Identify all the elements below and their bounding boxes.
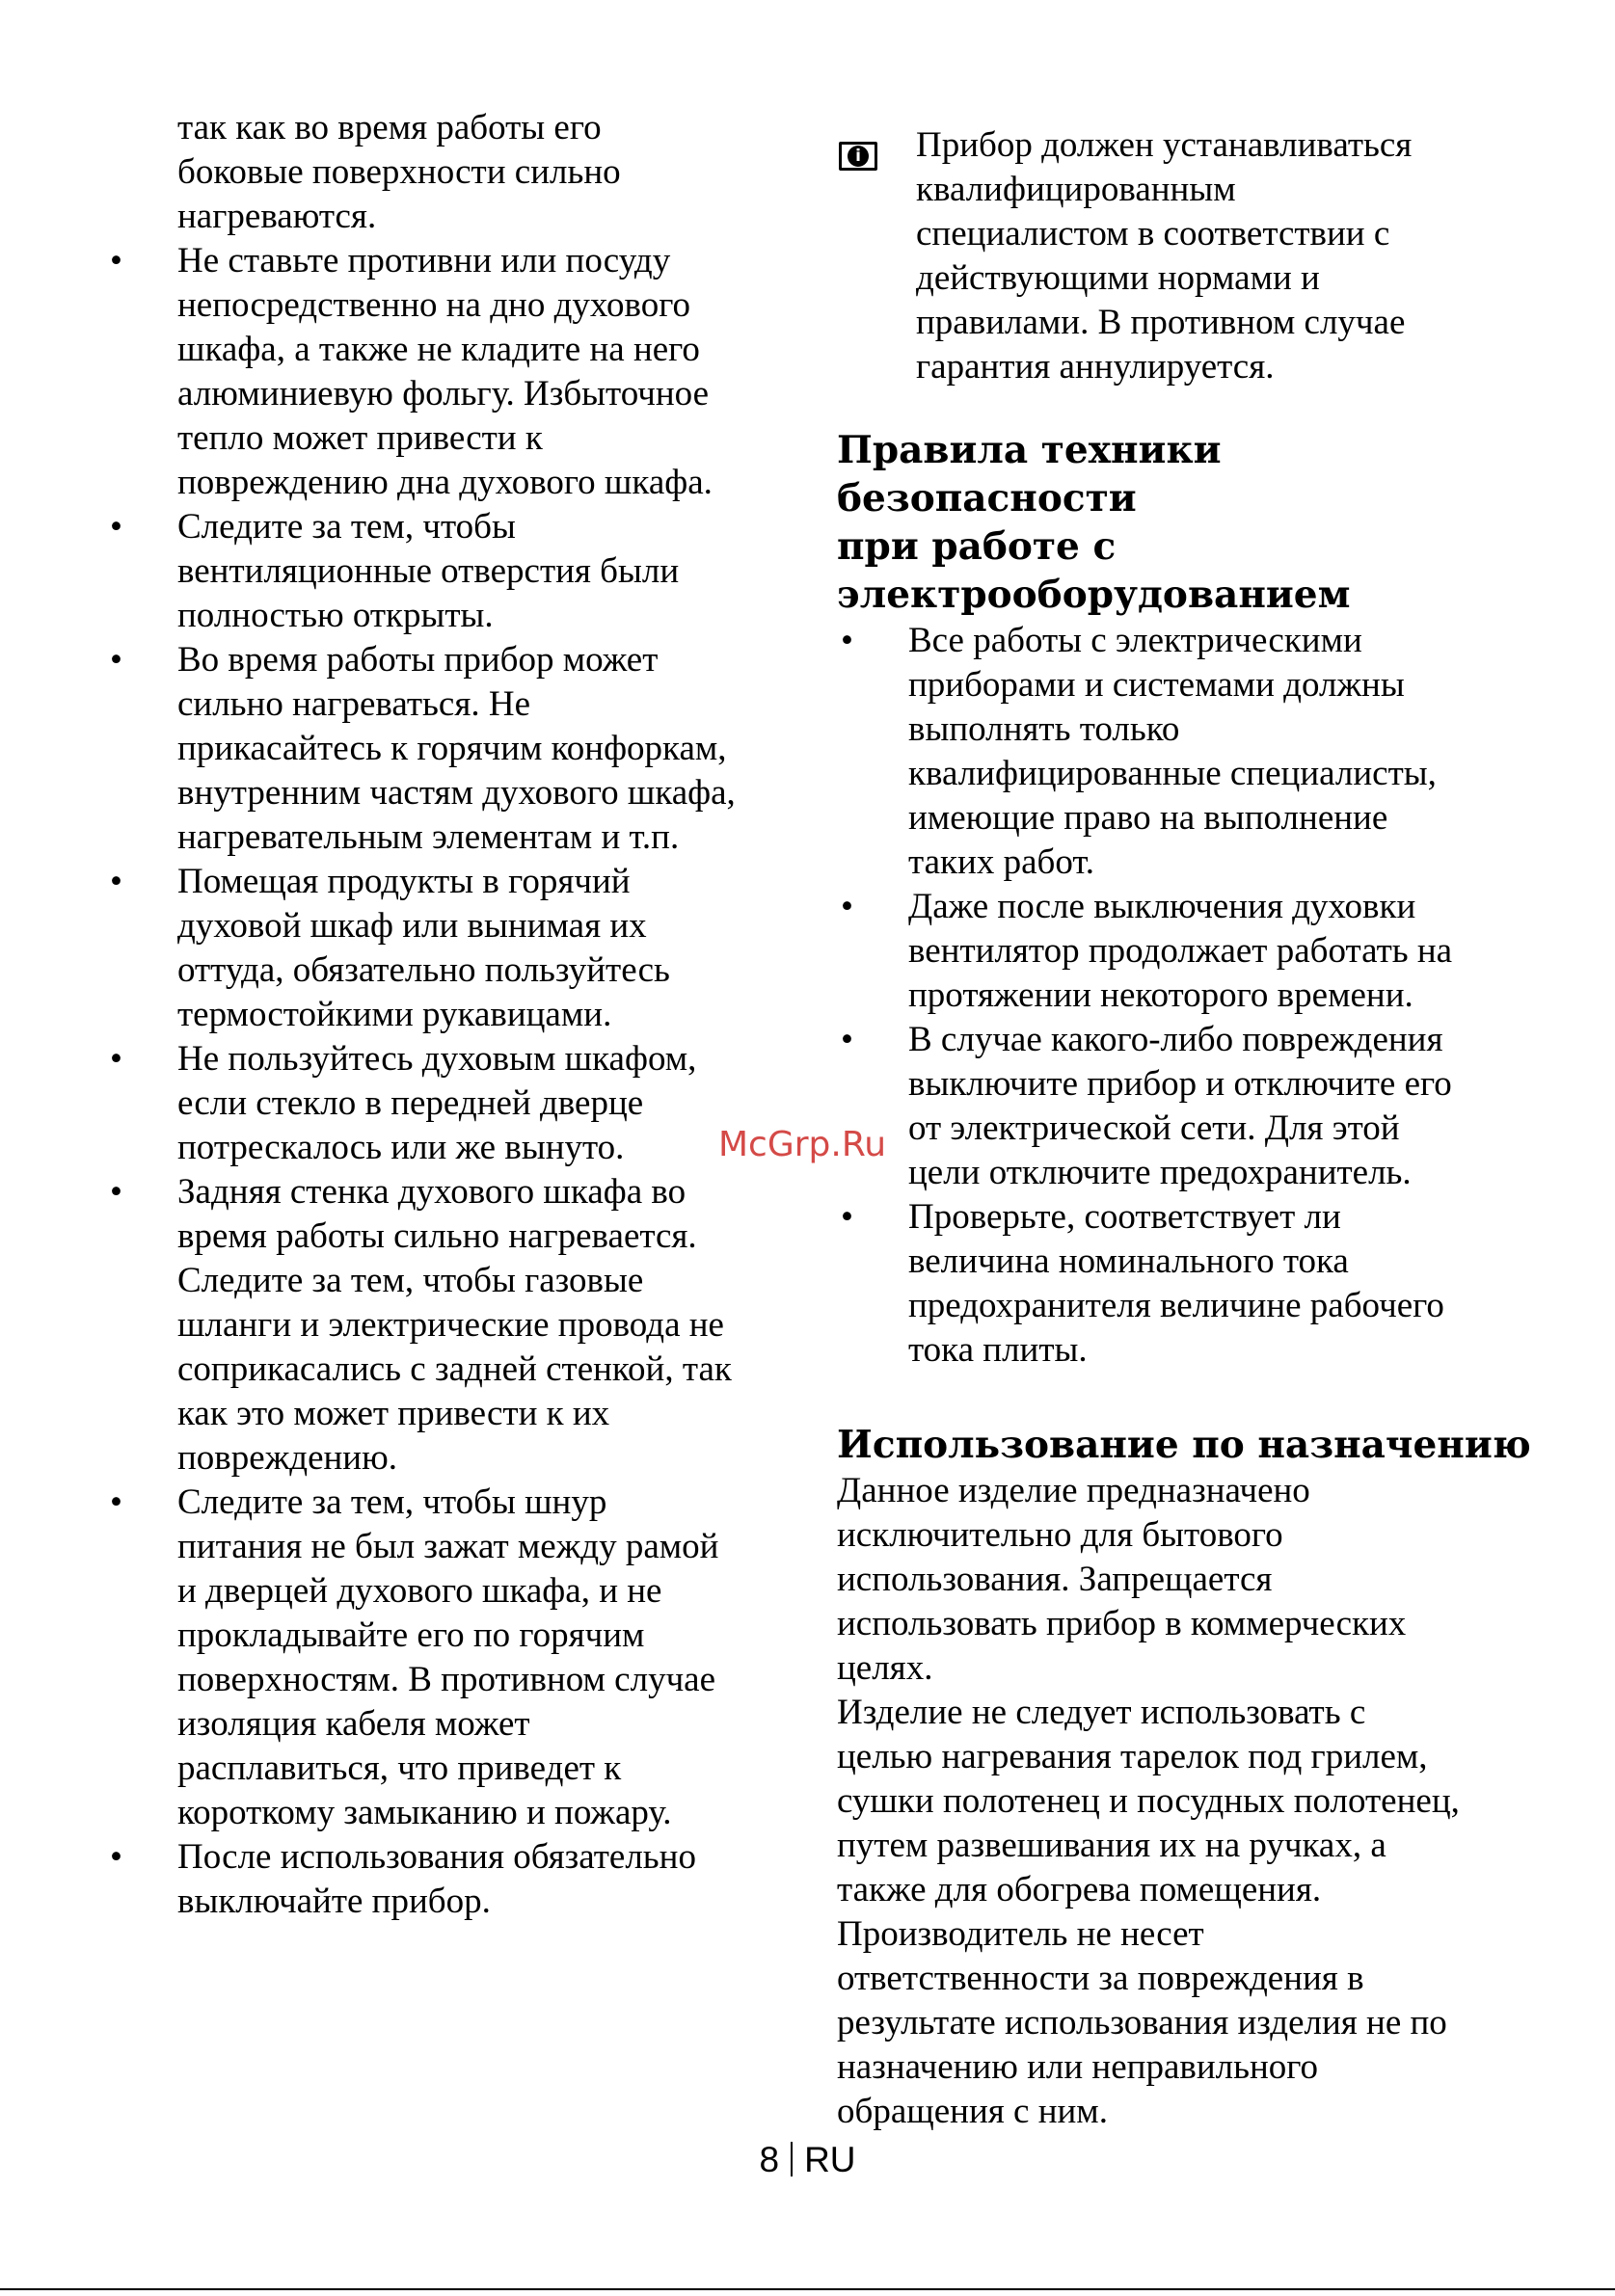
text-line: тока плиты. <box>908 1330 1088 1370</box>
text-line: • Не ставьте противни или посуду <box>177 241 671 280</box>
text-line: непосредственно на дно духового <box>177 285 690 325</box>
text-line: оттуда, обязательно пользуйтесь <box>177 950 670 990</box>
list-item <box>106 1037 810 1170</box>
usage-text <box>837 1469 1531 2134</box>
text-line: протяжении некоторого времени. <box>908 975 1413 1015</box>
text-line: имеющие право на выполнение <box>908 798 1388 838</box>
text-line: квалифицированным <box>916 170 1236 209</box>
list-item <box>837 885 1531 1018</box>
paragraph <box>837 1912 1531 2134</box>
safety-heading <box>837 426 1531 619</box>
text-line: потрескалось или же вынуто. <box>177 1128 625 1167</box>
text-line: • Помещая продукты в горячий <box>177 862 631 901</box>
text-line: и дверцей духового шкафа, и не <box>177 1571 662 1611</box>
text-line: при работе с <box>837 524 1117 569</box>
text-line: • Задняя стенка духового шкафа во <box>177 1172 686 1212</box>
list-item <box>106 1170 810 1481</box>
text-line: вентиляционные отверстия были <box>177 551 680 591</box>
text-line: термостойкими рукавицами. <box>177 995 612 1034</box>
list-item <box>106 638 810 860</box>
text-line: гарантия аннулируется. <box>916 347 1275 387</box>
text-line: повреждению. <box>177 1438 397 1478</box>
text-line: вентилятор продолжает работать на <box>908 931 1453 971</box>
text-line: • Даже после выключения духовки <box>908 887 1416 926</box>
list-item <box>106 1481 810 1835</box>
text-line: изоляция кабеля может <box>177 1704 530 1744</box>
text-line: духовой шкаф или вынимая их <box>177 906 647 946</box>
text-line: предохранителя величине рабочего <box>908 1286 1444 1325</box>
text-line: тепло может привести к <box>177 418 543 458</box>
text-line: обращения с ним. <box>837 2092 1108 2131</box>
list-item <box>106 239 810 505</box>
info-icon: i <box>839 142 877 171</box>
text-line: от электрической сети. Для этой <box>908 1108 1400 1148</box>
text-line: использовать прибор в коммерческих <box>837 1604 1407 1643</box>
page-number: 8 <box>759 2140 780 2179</box>
text-line: • В случае какого-либо повреждения <box>908 1020 1443 1059</box>
list-item <box>837 1195 1531 1373</box>
text-line: нагревательным элементам и т.п. <box>177 817 680 857</box>
footer-separator <box>791 2142 793 2176</box>
list-item <box>837 1018 1531 1195</box>
text-line: результате использования изделия не по <box>837 2003 1447 2042</box>
text-line: целях. <box>837 1648 933 1688</box>
text-line: целью нагревания тарелок под грилем, <box>837 1737 1428 1776</box>
text-line: прикасайтесь к горячим конфоркам, <box>177 729 727 768</box>
text-line: расплавиться, что приведет к <box>177 1749 622 1788</box>
text-line: специалистом в соответствии с <box>916 214 1390 254</box>
text-line: Изделие не следует использовать с <box>837 1693 1366 1732</box>
list-item <box>106 860 810 1037</box>
text-line: ответственности за повреждения в <box>837 1959 1364 1998</box>
text-line: алюминиевую фольгу. Избыточное <box>177 374 710 414</box>
text-line: короткому замыканию и пожару. <box>177 1793 672 1832</box>
info-text <box>916 123 1531 389</box>
text-line: назначению или неправильного <box>837 2047 1319 2087</box>
bottom-rule <box>0 2288 1615 2290</box>
text-line: выключите прибор и отключите его <box>908 1064 1452 1104</box>
text-line: шкафа, а также не кладите на него <box>177 330 700 369</box>
text-line: как это может привести к их <box>177 1394 610 1433</box>
text-line: внутренним частям духового шкафа, <box>177 773 736 813</box>
text-line: сильно нагреваться. Не <box>177 684 531 724</box>
text-line: выключайте прибор. <box>177 1882 491 1921</box>
text-line: правилами. В противном случае <box>916 303 1406 342</box>
left-column <box>106 106 810 1924</box>
list-item <box>837 619 1531 885</box>
text-line: время работы сильно нагревается. <box>177 1216 697 1256</box>
list-item <box>106 1835 810 1924</box>
text-line: Данное изделие предназначено <box>837 1471 1310 1510</box>
text-line: сушки полотенец и посудных полотенец, <box>837 1781 1460 1821</box>
text-line: приборами и системами должны <box>908 665 1405 705</box>
text-line: повреждению дна духового шкафа. <box>177 463 713 502</box>
left-intro <box>106 106 810 239</box>
info-note <box>837 123 1531 389</box>
text-line: Правила техники безопасности <box>837 428 1222 521</box>
text-line: соприкасались с задней стенкой, так <box>177 1349 732 1389</box>
text-line: путем развешивания их на ручках, а <box>837 1826 1386 1865</box>
text-line: квалифицированные специалисты, <box>908 754 1437 793</box>
text-line: прокладывайте его по горячим <box>177 1615 645 1655</box>
text-line: исключительно для бытового <box>837 1515 1283 1555</box>
text-line: поверхностям. В противном случае <box>177 1660 716 1699</box>
text-line: полностью открыты. <box>177 596 494 635</box>
text-line: боковые поверхности сильно <box>177 152 621 192</box>
text-line: • Во время работы прибор может <box>177 640 659 680</box>
text-line: электрооборудованием <box>837 573 1351 617</box>
watermark-text: McGrp.Ru <box>718 1125 887 1164</box>
paragraph <box>837 1469 1531 1691</box>
text-line: питания не был зажат между рамой <box>177 1527 719 1566</box>
text-line: цели отключите предохранитель. <box>908 1153 1412 1192</box>
text-line: выполнять только <box>908 709 1180 749</box>
text-line: действующими нормами и <box>916 258 1320 298</box>
text-line: Прибор должен устанавливаться <box>916 125 1413 165</box>
text-line: величина номинального тока <box>908 1241 1349 1281</box>
text-line: • Следите за тем, чтобы <box>177 507 516 547</box>
text-line: так как во время работы его <box>177 108 602 147</box>
text-line: таких работ. <box>908 842 1094 882</box>
list-item <box>106 505 810 638</box>
text-line: • После использования обязательно <box>177 1837 696 1877</box>
right-column <box>837 106 1531 2134</box>
usage-heading: Использование по назначению <box>837 1423 1531 1467</box>
page-language: RU <box>804 2140 856 2179</box>
text-line: если стекло в передней дверце <box>177 1083 644 1123</box>
text-line: • Все работы с электрическими <box>908 621 1362 660</box>
safety-bullet-list <box>837 619 1531 1373</box>
left-bullet-list <box>106 239 810 1924</box>
text-line: Производитель не несет <box>837 1914 1204 1954</box>
text-line: • Не пользуйтесь духовым шкафом, <box>177 1039 697 1079</box>
paragraph <box>837 1691 1531 1912</box>
text-line: также для обогрева помещения. <box>837 1870 1322 1909</box>
text-line: шланги и электрические провода не <box>177 1305 724 1345</box>
text-line: • Следите за тем, чтобы шнур <box>177 1482 607 1522</box>
text-line: использования. Запрещается <box>837 1560 1273 1599</box>
page-footer <box>0 2140 1615 2180</box>
text-line: Следите за тем, чтобы газовые <box>177 1261 644 1300</box>
text-line: нагреваются. <box>177 197 377 236</box>
text-line: • Проверьте, соответствует ли <box>908 1197 1341 1237</box>
